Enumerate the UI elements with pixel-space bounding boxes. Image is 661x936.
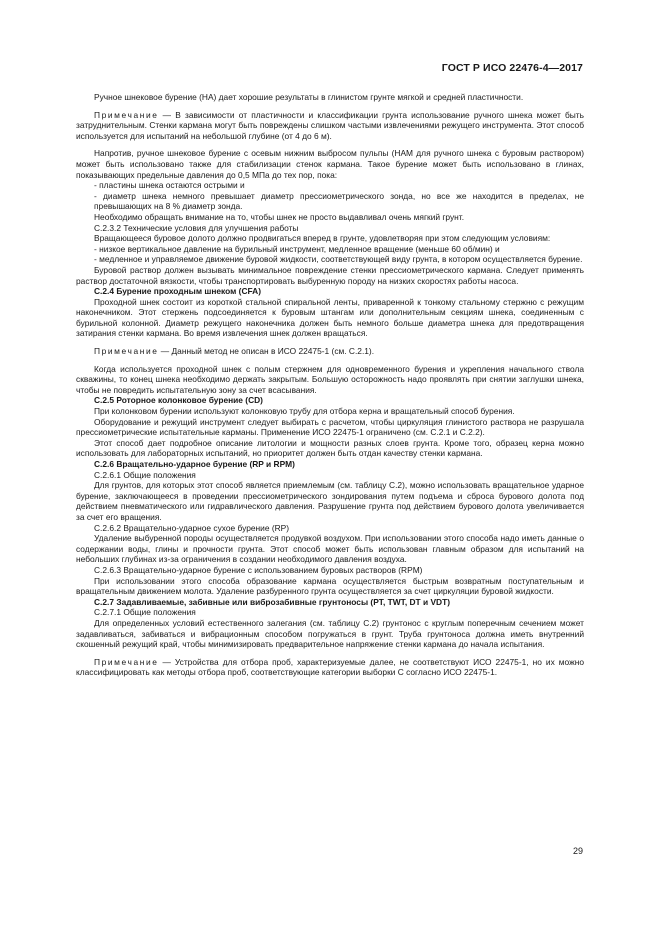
note bbox=[76, 110, 584, 142]
section-heading: С.2.3.2 Технические условия для улучшения работы bbox=[94, 222, 299, 233]
paragraph: Оборудование и режущий инструмент следует выбирать с расчетом, чтобы циркуляция глинистого раствора не разрушала прессиометрические испытательные карманы. Применение ИСО 22475-1 ограничено (см. С.2.1 и С.2.2). bbox=[76, 416, 584, 438]
paragraph: Этот способ дает подробное описание литологии и мощности разных слоев грунта. Кроме того, образец керна можно использовать для лабораторных испытаний, но приоритет должен быть отдан качеству стенки кармана. bbox=[76, 437, 584, 459]
paragraph: Вращающееся буровое долото должно продвигаться вперед в грунте, удовлетворяя при этом следующим условиям: bbox=[94, 233, 551, 244]
section-heading: С.2.6 Вращательно-ударное бурение (RP и RPM) bbox=[94, 459, 295, 469]
paragraph: Для грунтов, для которых этот способ является приемлемым (см. таблицу С.2), можно использовать вращательное ударное бурение, заключающееся в проведении прессиометрического зондирования путем подъема и сброса бурового долота под действием пневматического или гидравлического давления. Разрушение грунта под действием бурового долота увеличивается за счет его вращения. bbox=[76, 480, 584, 522]
note-text: — Устройства для отбора проб, характеризуемые далее, не соответствуют ИСО 22475-1, но их можно классифицировать как методы отбора проб, соответствующие категории выборки С согласно ИСО 22475-1. bbox=[76, 656, 584, 678]
note bbox=[76, 346, 584, 357]
paragraph: Буровой раствор должен вызывать минимальное повреждение стенки прессиометрического кармана. Следует применять раствор достаточной вязкости, чтобы транспортировать выбуренную породу на низких скоростях работы насоса. bbox=[76, 264, 584, 286]
paragraph: Необходимо обращать внимание на то, чтобы шнек не просто выдавливал очень мягкий грунт. bbox=[94, 211, 465, 222]
note-text: — В зависимости от пластичности и классификации грунта использование ручного шнека может быть затруднительным. Стенки кармана могут быть повреждены слишком частыми извлечениями режущего инструмента. Этот способ используется для испытаний на небольшой глубине (от 4 до 6 м). bbox=[76, 109, 584, 141]
note-text: — Данный метод не описан в ИСО 22475-1 (см. С.2.1). bbox=[158, 346, 375, 357]
section-heading: С.2.7.1 Общие положения bbox=[94, 607, 196, 618]
note-label: Примечание bbox=[94, 346, 159, 357]
paragraph: Удаление выбуренной породы осуществляется продувкой воздухом. При использовании этого способа надо иметь данные о содержании воды, глины и прочности грунта. Этот способ может быть использован главным образом для испытаний на небольших глубинах из-за ограничения в создании необходимого давления воздуха. bbox=[76, 533, 584, 565]
paragraph: Когда используется проходной шнек с полым стержнем для одновременного бурения и укрепления начального ствола скважины, то конец шнека необходимо держать закрытым. Большую осторожность надо проявлять при снятии заглушки шнека, чтобы не повредить испытательную зону за счет всасывания. bbox=[76, 363, 584, 395]
list-item: - низкое вертикальное давление на бурильный инструмент, медленное вращение (меньше 60 об/мин) и bbox=[94, 243, 500, 254]
note bbox=[76, 657, 584, 678]
paragraph: При использовании этого способа образование кармана осуществляется быстрым возвратным поступательным и вращательным движением молота. Удаление разбуренного грунта осуществляется за счет циркуляции буровой жидкости. bbox=[76, 575, 584, 597]
section-heading: С.2.6.2 Вращательно-ударное сухое бурение (RP) bbox=[94, 522, 290, 533]
list-item: - пластины шнека остаются острыми и bbox=[94, 180, 245, 191]
note-label: Примечание bbox=[94, 656, 159, 667]
section-heading: С.2.4 Бурение проходным шнеком (CFA) bbox=[94, 286, 261, 297]
paragraph: Ручное шнековое бурение (НА) дает хорошие результаты в глинистом грунте мягкой и средней пластичности. bbox=[94, 92, 524, 102]
page-header: ГОСТ Р ИСО 22476-4—2017 bbox=[441, 62, 583, 74]
document-body bbox=[76, 92, 584, 678]
paragraph: Напротив, ручное шнековое бурение с осевым нижним выбросом пульпы (НАМ для ручного шнека с буровым раствором) может быть использовано также для стабилизации стенок кармана. Такое бурение может быть использовано в глинах, показывающих предельные давления до 0,5 МПа до тех пор, пока: bbox=[76, 148, 584, 180]
page-number: 29 bbox=[572, 846, 583, 856]
note-label: Примечание bbox=[94, 109, 159, 120]
section-heading: С.2.6.1 Общие положения bbox=[94, 469, 196, 480]
section-heading: С.2.7 Задавливаемые, забивные или виброзабивные грунтоносы (PT, TWT, DT и VDT) bbox=[94, 596, 451, 607]
section-heading: С.2.5 Роторное колонковое бурение (CD) bbox=[94, 395, 263, 406]
paragraph: При колонковом бурении используют колонковую трубу для отбора керна и вращательный способ бурения. bbox=[94, 406, 515, 417]
paragraph: Проходной шнек состоит из короткой стальной спиральной ленты, приваренной к тонкому стальному стержню с режущим наконечником. Этот стержень подсоединяется к буровым штангам или дополнительным секциям шнека, соединенным с бурильной колонной. Диаметр режущего наконечника должен быть немного больше диаметра шнека для предотвращения затирания стенки кармана. Во время извлечения шнек должен вращаться. bbox=[76, 296, 584, 339]
section-heading: С.2.6.3 Вращательно-ударное бурение с использованием буровых растворов (RPM) bbox=[94, 564, 423, 575]
list-item: - диаметр шнека немного превышает диаметр прессиометрического зонда, но все же находится в пределах, не превышающих на 8 % диаметр зонда. bbox=[94, 190, 584, 212]
paragraph: Для определенных условий естественного залегания (см. таблицу С.2) грунтонос с круглым поперечным сечением может задавливаться, забиваться и вибрационным способом погружаться в грунт. Труба грунтоноса должна иметь внутренний скошенный режущий край, чтобы минимизировать предварительное напряжение стенки кармана до начала испытания. bbox=[76, 617, 584, 650]
list-item: - медленное и управляемое движение буровой жидкости, соответствующей виду грунта, в котором осуществляется бурение. bbox=[94, 254, 583, 265]
